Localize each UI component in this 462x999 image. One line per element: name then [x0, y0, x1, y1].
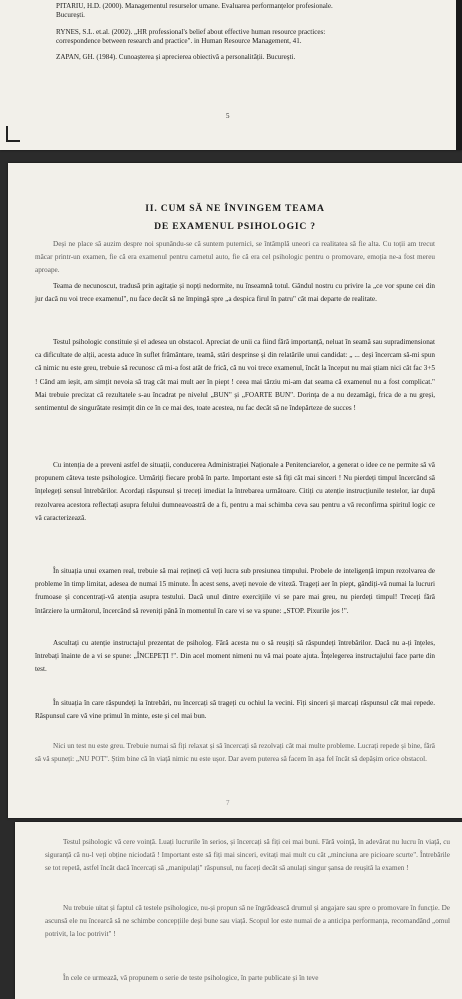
page-number: 7 — [226, 799, 230, 807]
paragraph-2: Nu trebuie uitat și faptul că testele psihologice, nu-și propun să ne îngrădească drumul și angajare sau spre o promovare în funcție. De ascunsă ele nu încearcă să ne schimbe concepțiile deși bune sau viață. Scopul lor este numai de a anticipa performanța, recomandând „omul potrivit, la loc potrivit" ! — [45, 904, 450, 939]
chapter-title-line2: DE EXAMENUL PSIHOLOGIC ? — [154, 221, 316, 232]
chapter-page — [8, 163, 462, 818]
paragraph-1: Deși ne place să auzim despre noi spunându-se că suntem puternici, se întâmplă uneori ca realitatea să fie alta. Cu toții am trecut măcar printr-un examen, fie că era examenul pentru carnetul auto, fie că era cel psihologic pentru o promovare, emoția ne-a fost mereu aproape. — [35, 240, 435, 275]
paragraph-5: În situația unui examen real, trebuie să mai rețineți că veți lucra sub presiunea timpului. Probele de inteligență impun rezolvarea de probleme în timp limitat, adesea de numai 15 minute. În acest sens, aveți nevoie de viteză. Trageți aer în piept, gândiți-vă numai la lucruri frumoase și concentrați-vă atenția asupra testului. Dacă unul dintre exercițiile vi se pare mai greu, nu pierdeți timpul! Treceți fără întârziere la următorul, încercând să reveniți până în momentul în care vi se va spune: „STOP. Pixurile jos !". — [35, 567, 435, 615]
next-page — [15, 822, 462, 999]
previous-page — [0, 0, 462, 150]
chapter-title-line1: II. CUM SĂ NE ÎNVINGEM TEAMA — [145, 203, 325, 214]
paragraph-8: Nici un test nu este greu. Trebuie numai să fiți relaxat și să încercați să rezolvați cât mai multe probleme. Lucrați repede și bine, fără să vă spuneți: „NU POT". Știm bine că în viață nimic nu este ușor. Dar avem puterea să facem în așa fel încât să depășim orice obstacol. — [35, 742, 435, 764]
paragraph-3: În cele ce urmează, vă propunem o serie de teste psihologice, în parte publicate și în teve — [63, 974, 319, 982]
paragraph-7: În situația în care răspundeți la întrebări, nu încercați să trageți cu ochiul la vecini. Fiți sinceri și marcați răspunsul cât mai repede. Răspunsul care vă vine primul în minte, este și cel mai bun. — [35, 699, 435, 721]
reference-line: RYNES, S.L. et.al. (2002). „HR professional's belief about effective human resource practices: — [56, 28, 326, 36]
scan-corner-mark — [6, 126, 20, 142]
reference-line: PITARIU, H.D. (2000). Managementul resurselor umane. Evaluarea performanțelor profesionale. — [56, 2, 333, 10]
page-number: 5 — [226, 112, 230, 120]
paragraph-3: Testul psihologic constituie și el adesea un obstacol. Apreciat de unii ca fiind fără importanță, neluat în seamă sau supradimensionat ca dificultate de alții, acesta aduce în suflet frământare, teamă, stări desprinse și din relatările unui candidat: „ ... deși încercam să-mi spun că nimic nu este greu, trebuie să recunosc că mi-a fost atât de frică, că nu voi trece examenul, încât la început nu mai știam nici cât fac 3+5 ! Când am ieșit, am simțit nevoia să trag cât mai mult aer în piept ! ceea mai târziu mi-am dat seama că examenul nu a fost complicat." Mai trebuie precizat că rezultatele s-au încadrat pe nivelul „BUN" și „FOARTE BUN". Dorința de a nu dezamăgi, frica de a nu greși, sentimentul de singurătate resimțit din ce în ce mai des, toate acestea, nu fac decât să ne îndepărteze de succes ! — [35, 338, 435, 413]
paragraph-2: Teama de necunoscut, tradusă prin agitație și nopți nedormite, nu înseamnă totul. Gândul nostru cu privire la „ce vor spune cei din jur dacă nu voi trece examenul", nu face decât să ne împingă spre „a despica firul în patru" cât mai departe de realitate. — [35, 282, 435, 304]
reference-line: București. — [56, 11, 85, 19]
reference-line: ZAPAN, GH. (1984). Cunoașterea și aprecierea obiectivă a personalității. București. — [56, 53, 296, 61]
paragraph-4: Cu intenția de a preveni astfel de situații, conducerea Administrației Naționale a Penitenciarelor, a generat o idee ce ne permite să vă propunem câteva teste psihologice. Urmăriți fiecare probă în parte. Important este să fiți cât mai sinceri ! Nu pierdeți timpul încercând să înțelegeți sensul întrebărilor. Acordați răspunsul și treceți imediat la întrebarea următoare. Citiți cu atenție instrucțiunile testelor, iar după rezolvarea acestora reflectați asupra felului dumneavoastră de a fi, pentru a mai schimba ceva sau pentru a vă reconfirma spiritul logic ce vă caracterizează. — [35, 461, 435, 522]
paragraph-6: Ascultați cu atenție instructajul prezentat de psiholog. Fără acesta nu o să reușiți să răspundeți întrebărilor. Dacă nu a-ți înțeles, întrebați înainte de a vi se spune: „ÎNCEPEȚI !". Din acel moment nimeni nu vă mai poate ajuta. Înțelegerea instructajului face parte din test. — [35, 639, 435, 674]
reference-line: correspondence between research and practice". in Human Resource Management, 41. — [56, 37, 302, 45]
paragraph-1: Testul psihologic vă cere voință. Luați lucrurile în serios, și încercați să fiți cei mai buni. Fără voință, în adevărat nu lucru în viață, cu siguranță că nu-l veți obține niciodată ! Important este să fiți mai sinceri, evitați mai mult cu cât „minciuna are picioare scurte". Întrebările se tot repetă, astfel încât dacă încercați să „manipulați" răspunsul, nu faceți decât să anulați singur șansa de reușită la examen ! — [45, 838, 450, 873]
